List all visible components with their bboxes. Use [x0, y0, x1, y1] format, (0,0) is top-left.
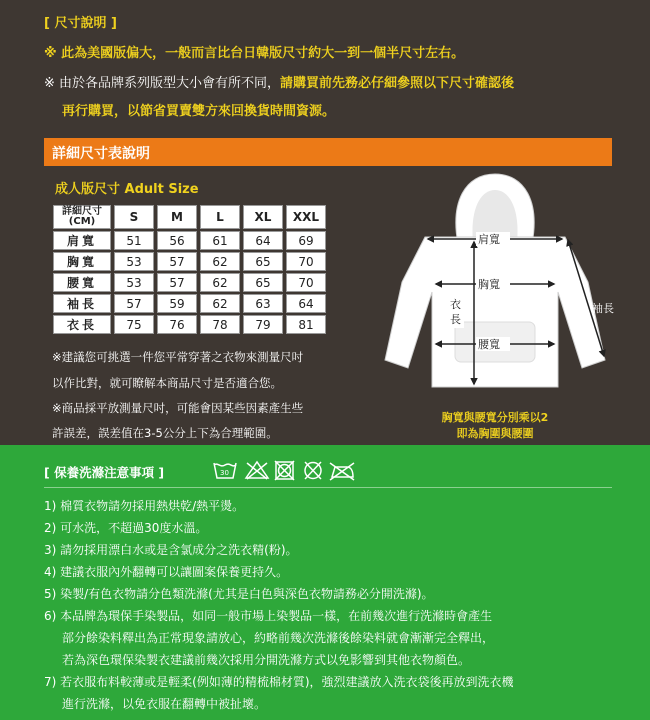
care-item: 7) 若衣服布料較薄或是輕柔(例如薄的精梳棉材質)，強烈建議放入洗衣袋後再放到洗衣機: [44, 675, 514, 689]
table-cell: 64: [286, 294, 326, 313]
brand-note-continuation: 再行購買，以節省買賣雙方來回換貨時間資源。: [62, 104, 336, 119]
table-cell: 57: [157, 273, 197, 292]
waist-label: 腰寬: [478, 338, 500, 351]
table-cell: 51: [114, 231, 154, 250]
care-icons: [212, 459, 372, 481]
fit-note: ※ 此為美國版偏大，一般而言比台日韓版尺寸約大一到一個半尺寸左右。: [44, 46, 465, 61]
length-label-bottom: 長: [450, 313, 461, 326]
row-label: 袖長: [53, 294, 111, 313]
care-item-continuation: 若為深色環保染製衣建議前幾次採用分開洗滌方式以免影響到其他衣物顏色。: [62, 653, 471, 667]
care-item-continuation: 進行洗滌，以免衣服在翻轉中被扯壞。: [62, 697, 267, 711]
no-tumble-dry-icon: [275, 461, 294, 480]
chest-label: 胸寬: [478, 278, 500, 291]
care-item-continuation: 部分餘染料釋出為正常現象請放心，約略前幾次洗滌後餘染料就會漸漸完全釋出，: [62, 631, 495, 645]
size-header: S: [114, 205, 154, 229]
table-cell: 56: [157, 231, 197, 250]
care-item: 2) 可水洗，不超過30度水溫。: [44, 521, 208, 535]
measure-tip: ※商品採平放測量尺吋，可能會因某些因素產生些: [52, 401, 304, 415]
row-label: 胸寬: [53, 252, 111, 271]
table-row: [53, 294, 326, 313]
size-header: XXL: [286, 205, 326, 229]
size-table-header: [53, 205, 326, 229]
table-cell: 70: [286, 252, 326, 271]
table-cell: 79: [243, 315, 283, 334]
size-header: L: [200, 205, 240, 229]
table-cell: 61: [200, 231, 240, 250]
brand-note: [44, 72, 514, 91]
diagram-caption-2: 即為胸圍與腰圍: [456, 427, 534, 440]
sleeve-label: 袖長: [592, 302, 614, 315]
size-header: M: [157, 205, 197, 229]
table-cell: 53: [114, 252, 154, 271]
measure-tip: ※建議您可挑選一件您平常穿著之衣物來測量尺吋: [52, 350, 304, 364]
table-row: [53, 231, 326, 250]
low-iron-icon: [330, 463, 354, 480]
shoulder-label: 肩寬: [478, 233, 500, 246]
diagram-caption-1: 胸寬與腰寬分別乘以2: [441, 411, 549, 424]
table-cell: 65: [243, 273, 283, 292]
length-label-top: 衣: [450, 298, 461, 311]
table-cell: 75: [114, 315, 154, 334]
size-table: [50, 203, 329, 336]
care-item: 3) 請勿採用漂白水或是含氯成分之洗衣精(粉)。: [44, 543, 298, 557]
care-item: 5) 染製/有色衣物請分色類洗滌(尤其是白色與深色衣物請務必分開洗滌)。: [44, 587, 434, 601]
care-divider: [44, 487, 612, 488]
no-bleach-icon: [246, 462, 268, 479]
table-cell: 76: [157, 315, 197, 334]
table-cell: 62: [200, 252, 240, 271]
size-header: XL: [243, 205, 283, 229]
row-label: 衣長: [53, 315, 111, 334]
table-cell: 64: [243, 231, 283, 250]
brand-note-highlight: 請購買前先務必仔細參照以下尺寸確認後: [280, 76, 515, 91]
table-cell: 57: [157, 252, 197, 271]
hoodie-diagram: [370, 172, 620, 402]
adult-size-title: 成人版尺寸 Adult Size: [55, 182, 199, 197]
table-cell: 81: [286, 315, 326, 334]
table-cell: 59: [157, 294, 197, 313]
corner-label: 詳細尺寸: [62, 206, 102, 217]
corner-unit: (CM): [68, 216, 96, 227]
table-cell: 78: [200, 315, 240, 334]
table-row: [53, 273, 326, 292]
size-chart-title: 詳細尺寸表說明: [52, 146, 150, 162]
care-item: 6) 本品牌為環保手染製品，如同一般市場上染製品一樣，在前幾次進行洗滌時會產生: [44, 609, 493, 623]
table-cell: 65: [243, 252, 283, 271]
wash-temp: 30: [220, 469, 229, 477]
care-item: 1) 棉質衣物請勿採用熱烘乾/熱平燙。: [44, 499, 245, 513]
table-cell: 69: [286, 231, 326, 250]
table-cell: 62: [200, 273, 240, 292]
table-cell: 57: [114, 294, 154, 313]
measure-tip: 許誤差，誤差值在3-5公分上下為合理範圍。: [52, 426, 278, 440]
table-cell: 62: [200, 294, 240, 313]
care-item: 4) 建議衣服內外翻轉可以讓圖案保養更持久。: [44, 565, 289, 579]
measure-tip: 以作比對，就可瞭解本商品尺寸是否適合您。: [52, 376, 282, 390]
table-cell: 70: [286, 273, 326, 292]
row-label: 肩寬: [53, 231, 111, 250]
care-title: [ 保養洗滌注意事項 ]: [44, 465, 165, 480]
table-cell: 63: [243, 294, 283, 313]
size-section-title: [ 尺寸說明 ]: [44, 16, 117, 31]
table-cell: 53: [114, 273, 154, 292]
row-label: 腰寬: [53, 273, 111, 292]
wash-30-icon: [214, 463, 236, 478]
brand-note-prefix: ※ 由於各品牌系列版型大小會有所不同，: [44, 76, 281, 91]
table-row: [53, 315, 326, 334]
table-row: [53, 252, 326, 271]
size-table-corner: [53, 205, 111, 229]
no-dry-clean-icon: [305, 462, 321, 479]
